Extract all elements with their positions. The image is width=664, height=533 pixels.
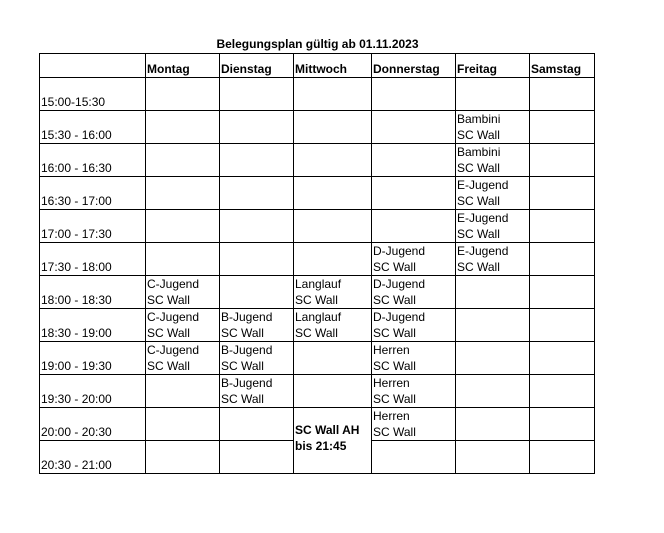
schedule-cell bbox=[372, 243, 456, 276]
booking-club: SC Wall bbox=[457, 260, 500, 274]
schedule-cell bbox=[372, 177, 456, 210]
schedule-cell bbox=[294, 375, 372, 408]
schedule-cell bbox=[530, 276, 595, 309]
booking-group: C-Jugend bbox=[147, 310, 200, 324]
booking-club: SC Wall bbox=[457, 194, 500, 208]
table-row bbox=[40, 144, 595, 177]
booking-club: SC Wall bbox=[373, 425, 416, 439]
booking-group: D-Jugend bbox=[373, 244, 426, 258]
booking-club: SC Wall bbox=[373, 260, 416, 274]
table-row bbox=[40, 78, 595, 111]
booking-club: SC Wall bbox=[373, 392, 416, 406]
booking-club: SC Wall bbox=[457, 128, 500, 142]
schedule-cell bbox=[294, 243, 372, 276]
schedule-cell bbox=[294, 276, 372, 309]
booking-group: Langlauf bbox=[295, 310, 342, 324]
schedule-cell bbox=[530, 177, 595, 210]
schedule-cell bbox=[146, 375, 220, 408]
time-slot-cell: 15:00-15:30 bbox=[40, 78, 146, 111]
booking-group: D-Jugend bbox=[373, 277, 426, 291]
time-slot-cell: 18:30 - 19:00 bbox=[40, 309, 146, 342]
booking-club: SC Wall bbox=[295, 326, 338, 340]
booking-club: SC Wall bbox=[457, 227, 500, 241]
booking-group: E-Jugend bbox=[457, 178, 509, 192]
schedule-cell bbox=[220, 441, 294, 474]
table-row bbox=[40, 177, 595, 210]
booking-group: Herren bbox=[373, 343, 410, 357]
booking-club: SC Wall bbox=[147, 293, 190, 307]
schedule-cell bbox=[220, 144, 294, 177]
schedule-cell bbox=[220, 408, 294, 441]
schedule-cell bbox=[372, 111, 456, 144]
booking-group: C-Jugend bbox=[147, 277, 200, 291]
booking-club: SC Wall bbox=[221, 326, 264, 340]
schedule-cell bbox=[220, 111, 294, 144]
schedule-cell bbox=[294, 210, 372, 243]
schedule-cell bbox=[530, 342, 595, 375]
schedule-cell bbox=[220, 276, 294, 309]
schedule-cell bbox=[146, 177, 220, 210]
time-slot-cell: 20:00 - 20:30 bbox=[40, 408, 146, 441]
schedule-cell bbox=[456, 309, 530, 342]
schedule-cell bbox=[456, 408, 530, 441]
schedule-cell bbox=[220, 342, 294, 375]
schedule-cell bbox=[530, 78, 595, 111]
table-row bbox=[40, 276, 595, 309]
schedule-cell bbox=[146, 276, 220, 309]
booking-club: SC Wall bbox=[457, 161, 500, 175]
schedule-cell bbox=[530, 144, 595, 177]
schedule-cell bbox=[372, 342, 456, 375]
header-day: Mittwoch bbox=[294, 54, 372, 78]
schedule-cell bbox=[456, 144, 530, 177]
schedule-cell bbox=[146, 408, 220, 441]
booking-club: SC Wall bbox=[295, 293, 338, 307]
schedule-cell bbox=[294, 78, 372, 111]
time-slot-cell: 19:00 - 19:30 bbox=[40, 342, 146, 375]
schedule-cell bbox=[456, 177, 530, 210]
schedule-cell bbox=[530, 111, 595, 144]
schedule-cell bbox=[146, 210, 220, 243]
schedule-cell bbox=[372, 78, 456, 111]
schedule-cell bbox=[372, 408, 456, 441]
schedule-cell bbox=[146, 111, 220, 144]
booking-group: D-Jugend bbox=[373, 310, 426, 324]
schedule-cell bbox=[456, 375, 530, 408]
table-row bbox=[40, 342, 595, 375]
booking-group: B-Jugend bbox=[221, 376, 273, 390]
time-slot-cell: 15:30 - 16:00 bbox=[40, 111, 146, 144]
schedule-cell bbox=[294, 309, 372, 342]
booking-group: Herren bbox=[373, 409, 410, 423]
booking-club: SC Wall bbox=[373, 326, 416, 340]
table-row bbox=[40, 111, 595, 144]
header-day: Dienstag bbox=[220, 54, 294, 78]
schedule-table bbox=[39, 53, 595, 474]
schedule-cell bbox=[294, 111, 372, 144]
header-day: Samstag bbox=[530, 54, 595, 78]
schedule-cell bbox=[530, 441, 595, 474]
booking-group: C-Jugend bbox=[147, 343, 200, 357]
schedule-cell bbox=[456, 276, 530, 309]
time-slot-cell: 17:30 - 18:00 bbox=[40, 243, 146, 276]
table-row bbox=[40, 408, 595, 441]
schedule-cell bbox=[220, 210, 294, 243]
schedule-cell bbox=[456, 441, 530, 474]
schedule-cell bbox=[294, 177, 372, 210]
time-slot-cell: 16:30 - 17:00 bbox=[40, 177, 146, 210]
schedule-cell bbox=[146, 441, 220, 474]
booking-club: SC Wall bbox=[147, 326, 190, 340]
booking-group: Langlauf bbox=[295, 277, 342, 291]
booking-club: SC Wall bbox=[147, 359, 190, 373]
schedule-cell bbox=[146, 78, 220, 111]
schedule-cell bbox=[372, 144, 456, 177]
time-slot-cell: 20:30 - 21:00 bbox=[40, 441, 146, 474]
schedule-cell bbox=[372, 210, 456, 243]
schedule-cell bbox=[220, 375, 294, 408]
schedule-cell bbox=[372, 375, 456, 408]
schedule-cell bbox=[456, 342, 530, 375]
booking-group: Bambini bbox=[457, 145, 501, 159]
booking-group: B-Jugend bbox=[221, 310, 273, 324]
schedule-cell bbox=[530, 375, 595, 408]
booking-club: SC Wall bbox=[221, 359, 264, 373]
schedule-cell bbox=[372, 441, 456, 474]
schedule-cell bbox=[146, 243, 220, 276]
table-row bbox=[40, 243, 595, 276]
table-row bbox=[40, 309, 595, 342]
schedule-cell bbox=[146, 342, 220, 375]
table-row bbox=[40, 375, 595, 408]
header-row bbox=[40, 54, 595, 78]
header-day: Montag bbox=[146, 54, 220, 78]
schedule-cell bbox=[220, 177, 294, 210]
schedule-cell bbox=[456, 243, 530, 276]
schedule-cell bbox=[294, 144, 372, 177]
page-title: Belegungsplan gültig ab 01.11.2023 bbox=[216, 37, 419, 51]
time-slot-cell: 17:00 - 17:30 bbox=[40, 210, 146, 243]
special-booking-cell bbox=[294, 408, 372, 474]
schedule-cell bbox=[530, 309, 595, 342]
schedule-cell bbox=[456, 111, 530, 144]
schedule-cell bbox=[146, 309, 220, 342]
schedule-cell bbox=[456, 210, 530, 243]
booking-club: SC Wall bbox=[373, 293, 416, 307]
schedule-cell bbox=[456, 78, 530, 111]
schedule-cell bbox=[530, 210, 595, 243]
schedule-cell bbox=[220, 309, 294, 342]
booking-group: Herren bbox=[373, 376, 410, 390]
booking-group: E-Jugend bbox=[457, 211, 509, 225]
schedule-cell bbox=[530, 408, 595, 441]
booking-club: SC Wall bbox=[373, 359, 416, 373]
time-slot-cell: 16:00 - 16:30 bbox=[40, 144, 146, 177]
booking-group: B-Jugend bbox=[221, 343, 273, 357]
schedule-cell bbox=[372, 309, 456, 342]
header-corner-cell bbox=[40, 54, 146, 78]
booking-text: bis 21:45 bbox=[295, 439, 347, 453]
booking-text: SC Wall AH bbox=[295, 423, 360, 437]
table-row bbox=[40, 210, 595, 243]
booking-group: E-Jugend bbox=[457, 244, 509, 258]
header-day: Freitag bbox=[456, 54, 530, 78]
schedule-cell bbox=[372, 276, 456, 309]
booking-club: SC Wall bbox=[221, 392, 264, 406]
schedule-cell bbox=[294, 342, 372, 375]
time-slot-cell: 19:30 - 20:00 bbox=[40, 375, 146, 408]
schedule-cell bbox=[530, 243, 595, 276]
header-day: Donnerstag bbox=[372, 54, 456, 78]
booking-group: Bambini bbox=[457, 112, 501, 126]
schedule-cell bbox=[220, 243, 294, 276]
schedule-cell bbox=[146, 144, 220, 177]
schedule-cell bbox=[220, 78, 294, 111]
time-slot-cell: 18:00 - 18:30 bbox=[40, 276, 146, 309]
